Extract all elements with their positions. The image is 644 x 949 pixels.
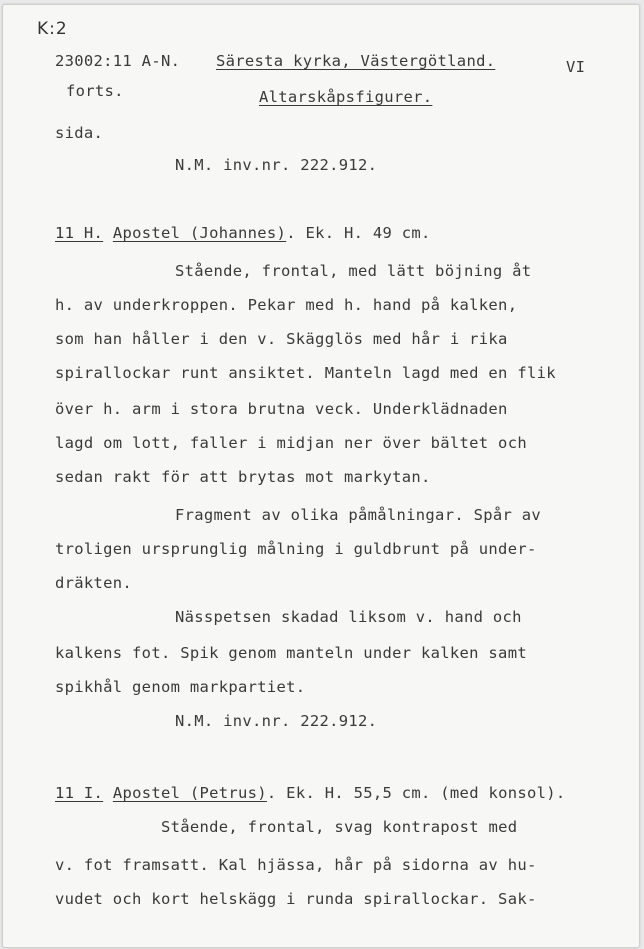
header-page: sida. [55,124,104,142]
entry-i-title: Apostel (Petrus) [112,784,267,802]
entry-h-line: som han håller i den v. Skägglös med hår i rika [55,330,508,348]
entry-i-id: 11 I. [55,784,104,802]
entry-h-id: 11 H. [55,224,104,242]
entry-h-title: Apostel (Johannes) [112,224,287,242]
entry-h-line: spirallockar runt ansiktet. Manteln lagd med en flik [55,364,556,382]
entry-h-inventory: N.M. inv.nr. 222.912. [175,712,378,730]
entry-h-line: h. av underkroppen. Pekar med h. hand på kalken, [55,296,518,314]
inventory-number: N.M. inv.nr. 222.912. [175,156,378,174]
catalog-card [2,4,640,948]
entry-h-line: över h. arm i stora brutna veck. Underklädnaden [55,400,508,418]
header-volume: VI [566,58,586,76]
entry-h-line: dräkten. [55,574,133,592]
entry-i-line: Stående, frontal, svag kontrapost med [161,818,518,836]
entry-h-line: Fragment av olika påmålningar. Spår av [175,506,542,524]
header-subject: Altarskåpsfigurer. [259,88,433,106]
entry-i-meta: . Ek. H. 55,5 cm. (med konsol). [266,784,566,802]
entry-h-line: spikhål genom markpartiet. [55,678,306,696]
header-location-name: Säresta [216,52,284,70]
entry-i-line: vudet och kort helskägg i runda spirallockar. Sak- [55,890,537,908]
entry-i-line: v. fot framsatt. Kal hjässa, hår på sidorna av hu- [55,856,537,874]
entry-h-heading [55,223,431,243]
entry-h-line: Nässpetsen skadad liksom v. hand och [175,608,522,626]
header-ref: 23002:11 A-N. [55,52,181,70]
entry-h-line: lagd om lott, faller i midjan ner över bältet och [55,434,527,452]
entry-h-line: Stående, frontal, med lätt böjning åt [175,262,532,280]
header-location [216,51,495,71]
header-cont: forts. [66,82,124,100]
corner-mark: K:2 [37,19,68,39]
entry-i-heading [55,783,566,803]
entry-h-line: sedan rakt för att brytas mot markytan. [55,468,431,486]
entry-h-line: kalkens fot. Spik genom manteln under kalken samt [55,644,527,662]
entry-h-line: troligen ursprunglig målning i guldbrunt på under- [55,540,537,558]
header-location-tail: kyrka, Västergötland. [283,52,496,70]
entry-h-meta: . Ek. H. 49 cm. [286,224,431,242]
